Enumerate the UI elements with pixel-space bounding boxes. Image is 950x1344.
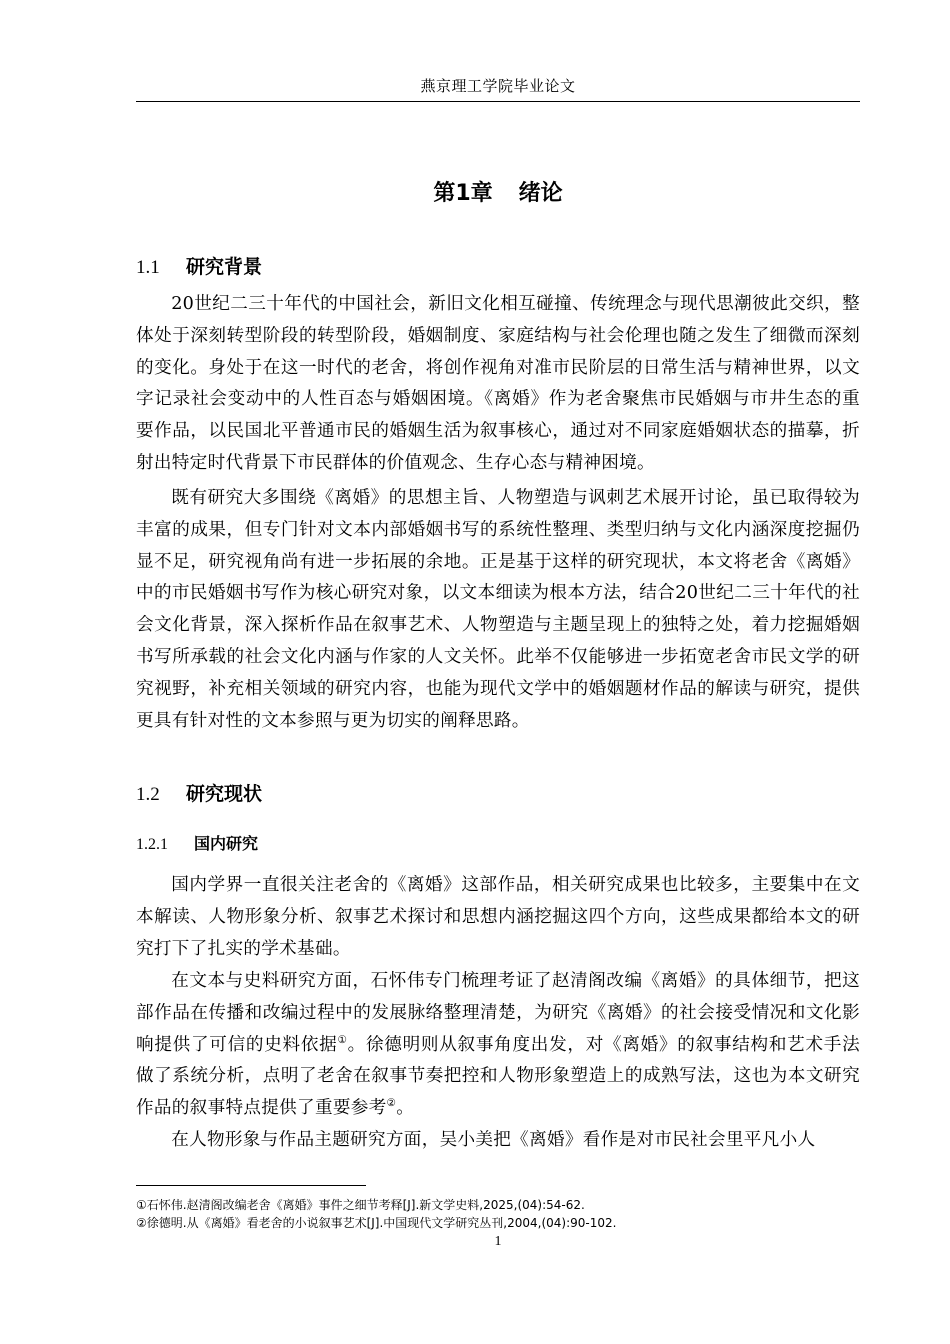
chapter-name: 绪论 xyxy=(518,181,563,206)
paragraph-background-2: 既有研究大多围绕《离婚》的思想主旨、人物塑造与讽刺艺术展开讨论，虽已取得较为丰富的成果，但专门针对文本内部婚姻书写的系统性整理、类型归纳与文化内涵深度挖掘仍显不足，研究视角尚有进一步拓展的余地。正是基于这样的研究现状，本文将老舍《离婚》中的市民婚姻书写作为核心研究对象，以文本细读为根本方法，结合20世纪二三十年代的社会文化背景，深入探析作品在叙事艺术、人物塑造与主题呈现上的独特之处，着力挖掘婚姻书写所承载的社会文化内涵与作家的人文关怀。此举不仅能够进一步拓宽老舍市民文学的研究视野，补充相关领域的研究内容，也能为现代文学中的婚姻题材作品的解读与研究，提供更具有针对性的文本参照与更为切实的阐释思路。 xyxy=(136,488,860,731)
footnote-ref-2[interactable]: ② xyxy=(386,1097,397,1110)
section-title: 研究现状 xyxy=(186,783,263,805)
section-heading-1-1 xyxy=(136,252,262,283)
paragraph-domestic-1: 国内学界一直很关注老舍的《离婚》这部作品，相关研究成果也比较多，主要集中在文本解读、人物形象分析、叙事艺术探讨和思想内涵挖掘这四个方向，这些成果都给本文的研究打下了扎实的学术基础。 xyxy=(136,875,860,959)
footnote-rule xyxy=(136,1185,366,1186)
paragraph-text: 。 xyxy=(396,1098,415,1119)
footnote-2: ②徐德明.从《离婚》看老舍的小说叙事艺术[J].中国现代文学研究丛刊,2004,(04):90-102. xyxy=(136,1216,617,1230)
paragraph-text: 。徐德明则从叙事角度出发，对《离婚》的叙事结构和艺术手法做了系统分析，点明了老舍在叙事节奏把控和人物形象塑造上的成熟写法，这也为本文研究作品的叙事特点提供了重要参考 xyxy=(136,1034,860,1119)
section-heading-1-2 xyxy=(136,779,262,810)
paragraph-domestic-2 xyxy=(136,966,860,1125)
section-number: 1.1 xyxy=(136,257,160,278)
subsection-number: 1.2.1 xyxy=(136,836,168,853)
footnote-ref-1[interactable]: ① xyxy=(337,1033,348,1046)
footnote-1: ①石怀伟.赵清阁改编老舍《离婚》事件之细节考释[J].新文学史料,2025,(04):54-62. xyxy=(136,1198,585,1212)
paragraph-domestic-3: 在人物形象与作品主题研究方面，吴小美把《离婚》看作是对市民社会里平凡小人 xyxy=(171,1130,816,1150)
running-header: 燕京理工学院毕业论文 xyxy=(420,77,576,95)
paragraph-text: 在文本与史料研究方面，石怀伟专门梳理考证了赵清阁改编《离婚》的具体细节，把这部作品在传播和改编过程中的发展脉络整理清楚，为研究《离婚》的社会接受情况和文化影响提供了可信的史料依据 xyxy=(136,971,860,1055)
subsection-heading-1-2-1 xyxy=(136,830,258,859)
page-number: 1 xyxy=(494,1234,502,1249)
paragraph-background-1: 20世纪二三十年代的中国社会，新旧文化相互碰撞、传统理念与现代思潮彼此交织，整体处于深刻转型阶段的转型阶段，婚姻制度、家庭结构与社会伦理也随之发生了细微而深刻的变化。身处于在这一时代的老舍，将创作视角对准市民阶层的日常生活与精神世界，以文字记录社会变动中的人性百态与婚姻困境。《离婚》作为老舍聚焦市民婚姻与市井生态的重要作品，以民国北平普通市民的婚姻生活为叙事核心，通过对不同家庭婚姻状态的描摹，折射出特定时代背景下市民群体的价值观念、生存心态与精神困境。 xyxy=(136,294,860,473)
chapter-label: 第1章 xyxy=(433,181,493,206)
subsection-title: 国内研究 xyxy=(194,834,259,853)
chapter-title xyxy=(136,176,860,212)
header-rule xyxy=(136,101,860,102)
section-title: 研究背景 xyxy=(186,256,263,278)
section-number: 1.2 xyxy=(136,784,160,805)
